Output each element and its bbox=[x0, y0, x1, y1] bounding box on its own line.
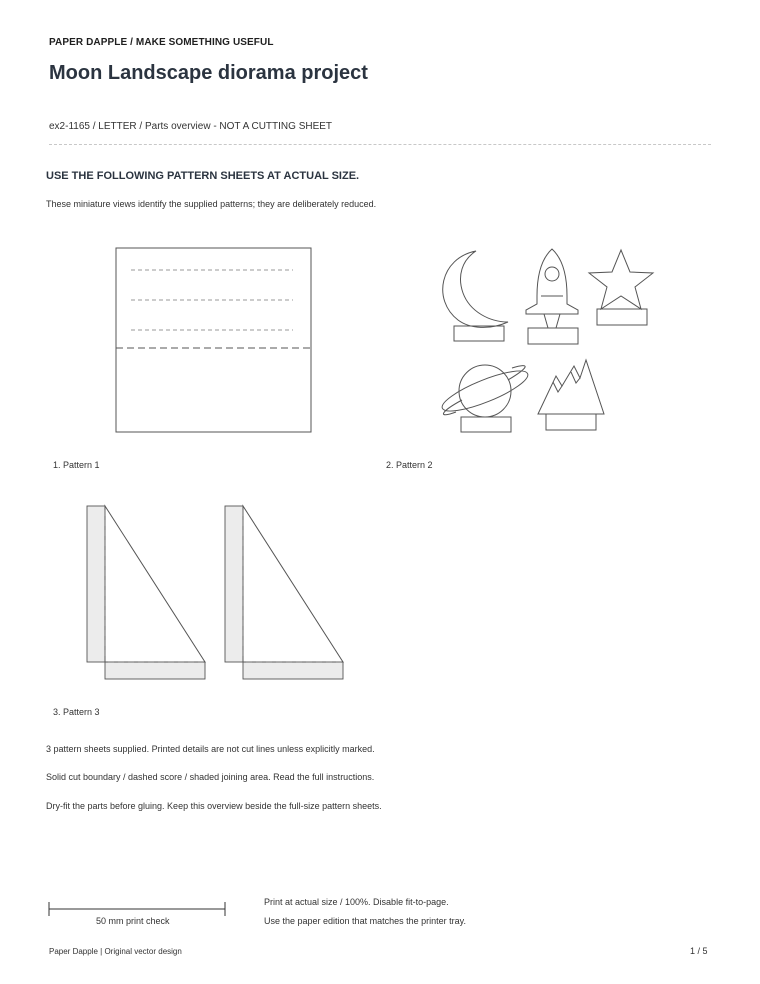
page-number: 1 / 5 bbox=[690, 946, 708, 956]
note-legend: Solid cut boundary / dashed score / shaded joining area. Read the full instructions. bbox=[46, 772, 375, 782]
print-note-paper: Use the paper edition that matches the printer tray. bbox=[264, 916, 466, 926]
scale-bar-label: 50 mm print check bbox=[96, 916, 170, 926]
brand-line: PAPER DAPPLE / MAKE SOMETHING USEFUL bbox=[49, 37, 274, 48]
note-sheets: 3 pattern sheets supplied. Printed details are not cut lines unless explicitly marked. bbox=[46, 744, 375, 754]
document-meta: ex2-1165 / LETTER / Parts overview - NOT A CUTTING SHEET bbox=[49, 121, 333, 132]
note-dry-fit: Dry-fit the parts before gluing. Keep this overview beside the full-size pattern sheets. bbox=[46, 801, 382, 811]
page-title: Moon Landscape diorama project bbox=[49, 62, 368, 84]
section-heading: USE THE FOLLOWING PATTERN SHEETS AT ACTUAL SIZE. bbox=[46, 170, 360, 182]
print-note-actual-size: Print at actual size / 100%. Disable fit-to-page. bbox=[264, 897, 449, 907]
pattern-1-caption: 1. Pattern 1 bbox=[53, 460, 100, 470]
footer-credit: Paper Dapple | Original vector design bbox=[49, 947, 182, 956]
section-intro: These miniature views identify the supplied patterns; they are deliberately reduced. bbox=[46, 199, 377, 209]
pattern-2-caption: 2. Pattern 2 bbox=[386, 460, 433, 470]
pattern-3-caption: 3. Pattern 3 bbox=[53, 707, 100, 717]
